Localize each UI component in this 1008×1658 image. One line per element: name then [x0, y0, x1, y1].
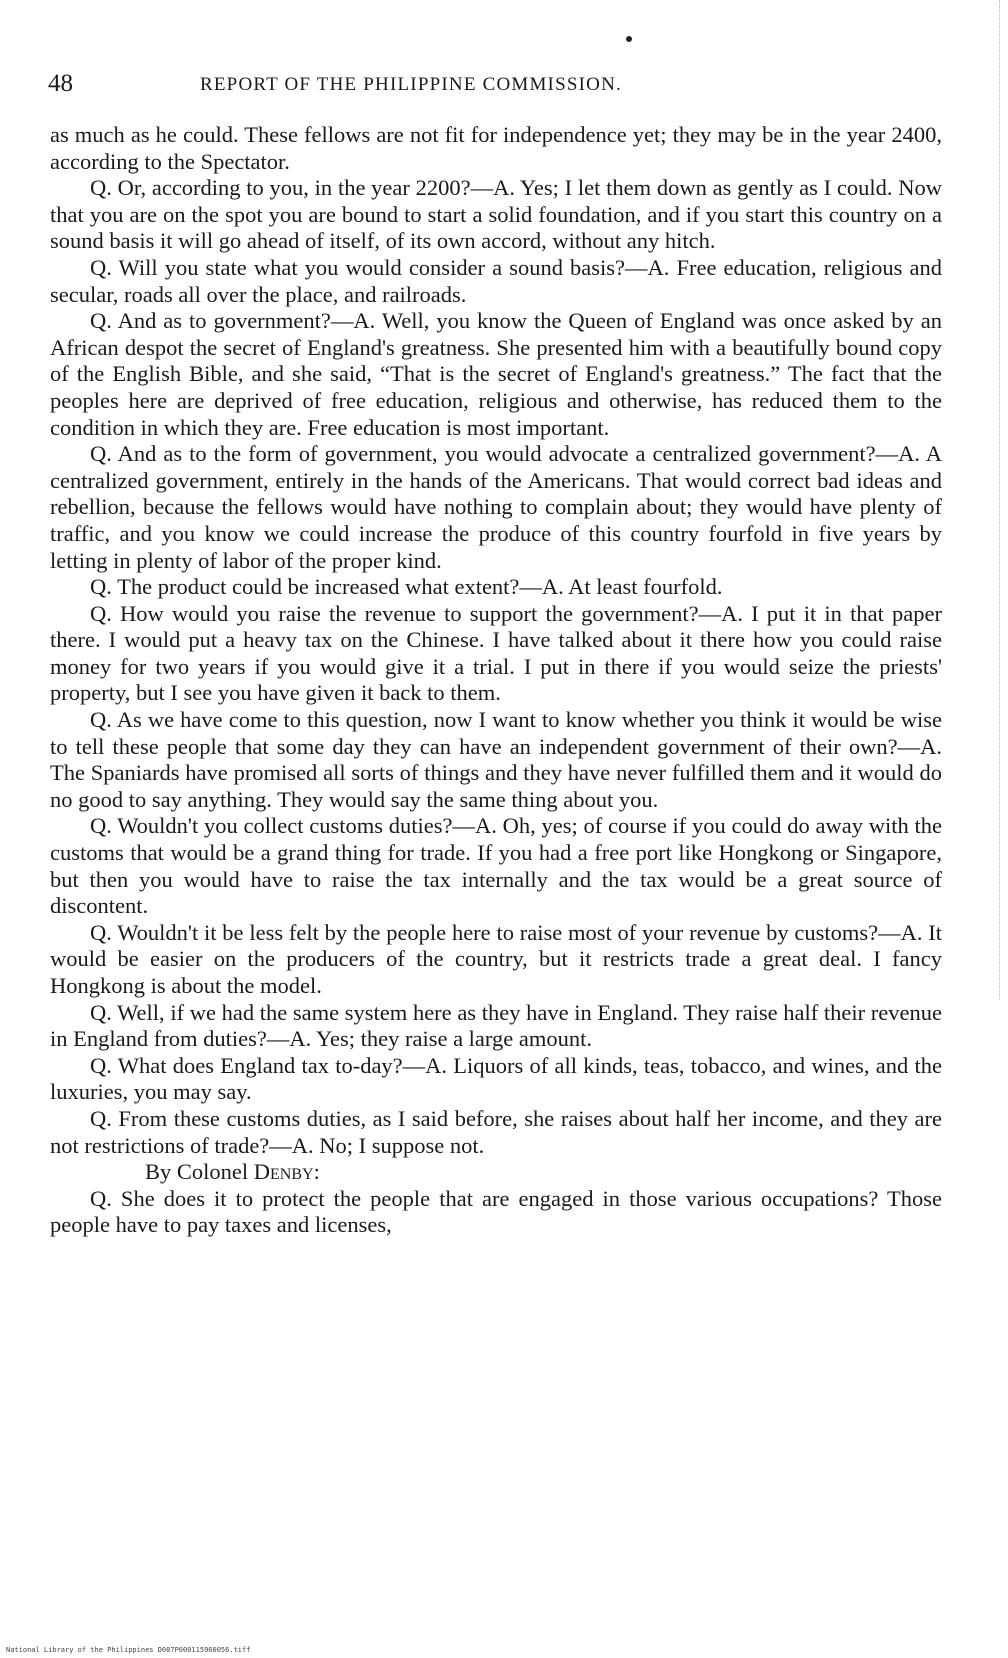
paragraph: Q. Wouldn't you collect customs duties?—A. Oh, yes; of course if you could do away with the customs that would be a grand thing for trade. If you had a free port like Hongkong or Singapore, but then you would have to raise the tax internally and the tax would be a great source of discontent.: [50, 813, 942, 919]
paragraph: Q. The product could be increased what extent?—A. At least fourfold.: [90, 574, 723, 600]
page-edge-marks: [979, 0, 1000, 1000]
page-header: [48, 70, 948, 104]
scan-footer: National Library of the Philippines D087P000115960056.tiff: [6, 1646, 251, 1654]
speaker-name: Denby: [253, 1159, 314, 1185]
running-title: REPORT OF THE PHILIPPINE COMMISSION.: [200, 74, 622, 95]
ink-dot: [626, 36, 632, 42]
page-number: 48: [48, 70, 73, 97]
paragraph: Q. How would you raise the revenue to support the government?—A. I put it in that paper there. I would put a heavy tax on the Chinese. I have talked about it there how you could raise money for two years if you would give it a trial. I put in there if you would seize the priests' property, but I see you have given it back to them.: [50, 600, 942, 706]
paragraph: Q. She does it to protect the people that are engaged in those various occupations? Those people have to pay taxes and licenses,: [50, 1185, 942, 1238]
speaker-heading: [50, 1159, 942, 1186]
body-text: [50, 122, 942, 1239]
paragraph: Q. From these customs duties, as I said before, she raises about half her income, and they are not restrictions of trade?—A. No; I suppose not.: [50, 1105, 942, 1158]
paragraph: Q. Will you state what you would consider a sound basis?—A. Free education, religious and secular, roads all over the place, and railroads.: [50, 254, 942, 307]
paragraph: Q. And as to the form of government, you would advocate a centralized government?—A. A centralized government, entirely in the hands of the Americans. That would correct bad ideas and rebellion, because the fellows would have nothing to complain about; they would have plenty of traffic, and you know we could increase the produce of this country fourfold in five years by letting in plenty of labor of the proper kind.: [50, 441, 942, 573]
paragraph: Q. What does England tax to-day?—A. Liquors of all kinds, teas, tobacco, and wines, and the luxuries, you may say.: [50, 1052, 942, 1105]
paragraph: Q. Well, if we had the same system here as they have in England. They raise half their revenue in England from duties?—A. Yes; they raise a large amount.: [50, 999, 942, 1052]
speaker-suffix: :: [313, 1159, 320, 1185]
paragraph: Q. Or, according to you, in the year 2200?—A. Yes; I let them down as gently as I could. Now that you are on the spot you are bound to start a solid foundation, and if you start this country on a sound basis it will go ahead of itself, of its own accord, without any hitch.: [50, 175, 942, 254]
speaker-prefix: By Colonel: [145, 1159, 254, 1185]
paragraph: as much as he could. These fellows are not fit for independence yet; they may be in the year 2400, according to the Spectator.: [50, 122, 942, 174]
paragraph: Q. As we have come to this question, now I want to know whether you think it would be wise to tell these people that some day they can have an independent government of their own?—A. The Spaniards have promised all sorts of things and they have never fulfilled them and it would do no good to say anything. They would say the same thing about you.: [50, 707, 942, 812]
paragraph: Q. And as to government?—A. Well, you know the Queen of England was once asked by an African despot the secret of England's greatness. She presented him with a beautifully bound copy of the English Bible, and she said, “That is the secret of England's greatness.” The fact that the peoples here are deprived of free education, religious and otherwise, has reduced them to the condition in which they are. Free education is most important.: [50, 308, 942, 440]
paragraph: Q. Wouldn't it be less felt by the people here to raise most of your revenue by customs?—A. It would be easier on the producers of the country, but it restricts trade a great deal. I fancy Hongkong is about the model.: [50, 919, 942, 998]
